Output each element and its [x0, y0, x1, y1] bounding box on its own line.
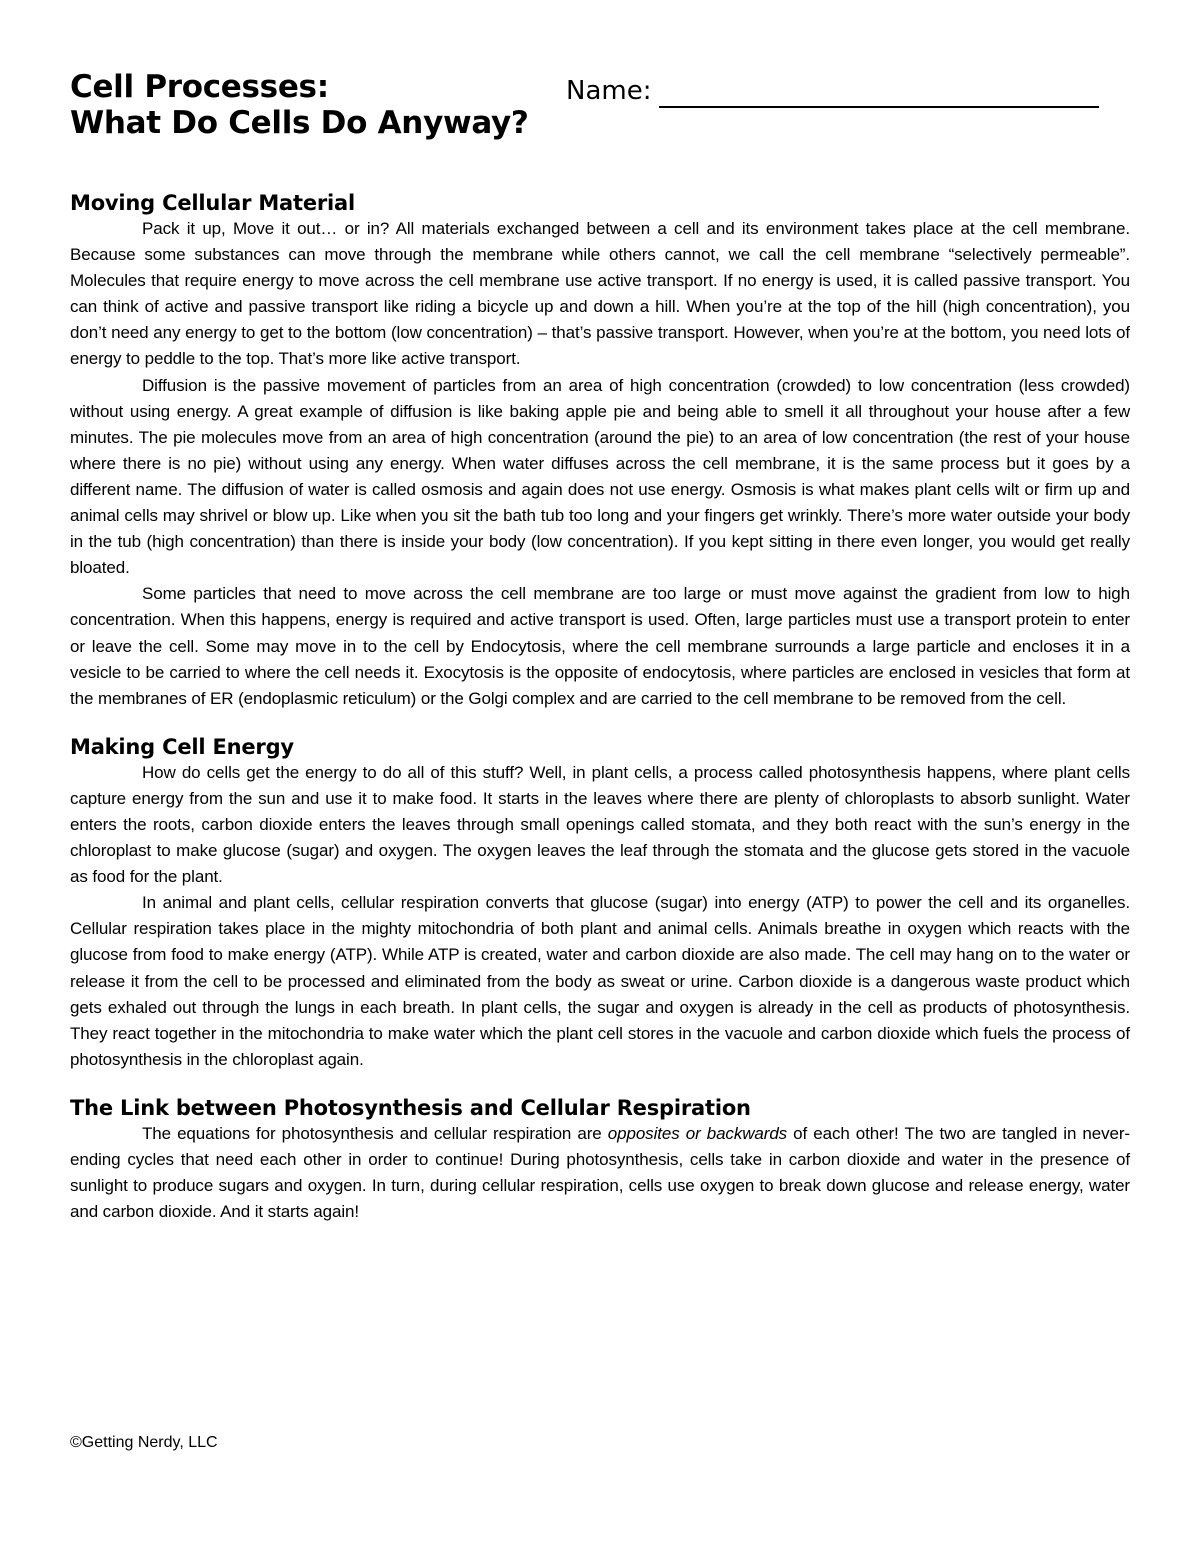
- section-link-photosynthesis-respiration: [70, 1095, 1130, 1225]
- paragraph: Some particles that need to move across the cell membrane are too large or must move against the gradient from low to high concentration. When this happens, energy is required and active transport is used. Often, large particles must use a transport protein to enter or leave the cell. Some may move in to the cell by Endocytosis, where the cell membrane surrounds a large particle and encloses it in a vesicle to be carried to where the cell needs it. Exocytosis is the opposite of endocytosis, where particles are enclosed in vesicles that form at the membranes of ER (endoplasmic reticulum) or the Golgi complex and are carried to the cell membrane to be removed from the cell.: [70, 584, 1130, 708]
- paragraph-text: The equations for photosynthesis and cellular respiration are: [142, 1123, 608, 1143]
- paragraph: In animal and plant cells, cellular respiration converts that glucose (sugar) into energy (ATP) to power the cell and its organelles. Cellular respiration takes place in the mighty mitochondria of both plant and animal cells. Animals breathe in oxygen which reacts with the glucose from food to make energy (ATP). While ATP is created, water and carbon dioxide are also made. The cell may hang on to the water or release it from the cell to be processed and eliminated from the body as sweat or urine. Carbon dioxide is a dangerous waste product which gets exhaled out through the lungs in each breath. In plant cells, the sugar and oxygen is already in the cell as products of photosynthesis. They react together in the mitochondria to make water which the plant cell stores in the vacuole and carbon dioxide which fuels the process of photosynthesis in the chloroplast again.: [70, 893, 1130, 1069]
- title-line-2: What Do Cells Do Anyway?: [70, 105, 529, 141]
- section-making-cell-energy: [70, 734, 1130, 1073]
- name-label: Name:: [566, 76, 652, 106]
- copyright-footer: ©Getting Nerdy, LLC: [70, 1434, 218, 1451]
- title-line-1: Cell Processes:: [70, 69, 329, 105]
- paragraph: Diffusion is the passive movement of particles from an area of high concentration (crowded) to low concentration (less crowded) without using energy. A great example of diffusion is like baking apple pie and being able to smell it all throughout your house after a few minutes. The pie molecules move from an area of high concentration (around the pie) to an area of low concentration (the rest of your house where there is no pie) without using any energy. When water diffuses across the cell membrane, it is the same process but it goes by a different name. The diffusion of water is called osmosis and again does not use energy. Osmosis is what makes plant cells wilt or firm up and animal cells may shrivel or blow up. Like when you sit the bath tub too long and your fingers get wrinkly. There’s more water outside your body in the tub (high concentration) than there is inside your body (low concentration). If you kept sitting in there even longer, you would get really bloated.: [70, 375, 1130, 578]
- worksheet-page: [70, 70, 1130, 1225]
- paragraph: Pack it up, Move it out… or in? All materials exchanged between a cell and its environment takes place at the cell membrane. Because some substances can move through the membrane while others cannot, we call the cell membrane “selectively permeable”. Molecules that require energy to move across the cell membrane use active transport. If no energy is used, it is called passive transport. You can think of active and passive transport like riding a bicycle up and down a hill. When you’re at the top of the hill (high concentration), you don’t need any energy to get to the bottom (low concentration) – that’s passive transport. However, when you’re at the bottom, you need lots of energy to peddle to the top. That’s more like active transport.: [70, 219, 1130, 369]
- name-blank-line[interactable]: [659, 80, 1099, 108]
- section-heading: The Link between Photosynthesis and Cellular Respiration: [70, 1095, 751, 1120]
- worksheet-header: [70, 70, 1130, 170]
- paragraph: [70, 1121, 1130, 1225]
- paragraph: How do cells get the energy to do all of this stuff? Well, in plant cells, a process called photosynthesis happens, where plant cells capture energy from the sun and use it to make food. It starts in the leaves where there are plenty of chloroplasts to absorb sunlight. Water enters the roots, carbon dioxide enters the leaves through small openings called stomata, and they both react with the sun’s energy in the chloroplast to make glucose (sugar) and oxygen. The oxygen leaves the leaf through the stomata and the glucose gets stored in the vacuole as food for the plant.: [70, 762, 1130, 887]
- section-heading: Moving Cellular Material: [70, 191, 356, 215]
- section-heading: Making Cell Energy: [70, 734, 294, 759]
- section-moving-cellular-material: [70, 190, 1130, 712]
- name-field[interactable]: [566, 74, 1099, 108]
- emphasis-text: opposites or backwards: [607, 1123, 788, 1143]
- paragraph-text: of each other! The two are tangled in never-ending cycles that need each other in order to continue! During photosynthesis, cells take in carbon dioxide and water in the presence of sunlight to produce sugars and oxygen. In turn, during cellular respiration, cells use oxygen to break down glucose and release energy, water and carbon dioxide. And it starts again!: [70, 1123, 1130, 1222]
